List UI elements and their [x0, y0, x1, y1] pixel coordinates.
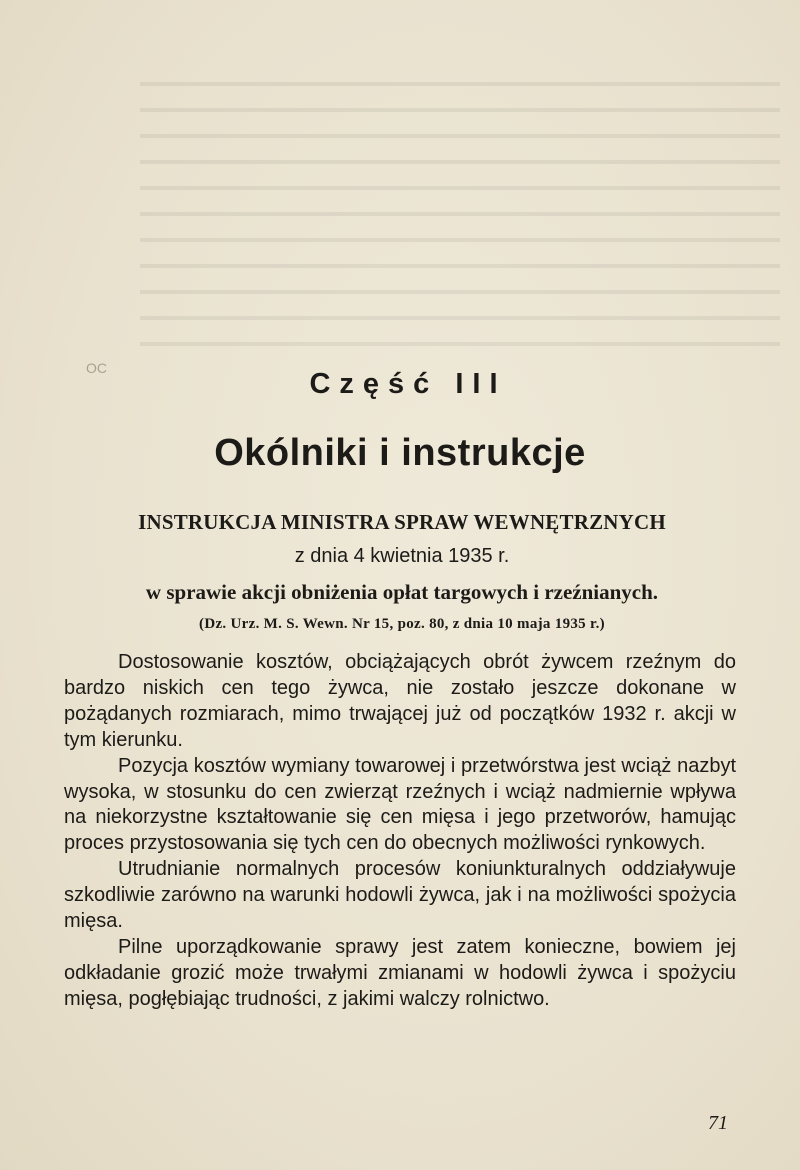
section-heading: Okólniki i instrukcje	[214, 432, 586, 474]
document-title: INSTRUKCJA MINISTRA SPRAW WEWNĘTRZNYCH	[138, 510, 666, 534]
show-through-texture	[140, 60, 780, 360]
part-heading: Część III	[309, 368, 507, 400]
document-reference: (Dz. Urz. M. S. Wewn. Nr 15, poz. 80, z dnia 10 maja 1935 r.)	[199, 616, 605, 632]
document-subject: w sprawie akcji obniżenia opłat targowych i rzeźnianych.	[145, 580, 659, 604]
paragraph: Dostosowanie kosztów, obciążających obrót żywcem rzeźnym do bardzo niskich cen tego żywca, nie zostało jeszcze dokonane w pożądanych rozmiarach, mimo trwającej już od początków 1932 r. akcji w tym kierunku.	[64, 651, 736, 751]
body-text	[64, 650, 736, 1013]
page-number: 71	[708, 1112, 728, 1134]
paragraph: Utrudnianie normalnych procesów koniunkturalnych oddziaływuje szkodliwie zarówno na warunki hodowli żywca, jak i na możliwości spożycia mięsa.	[64, 858, 736, 933]
paragraph: Pozycja kosztów wymiany towarowej i przetwórstwa jest wciąż nazbyt wysoka, w stosunku do cen zwierząt rzeźnych i wciąż nadmiernie wpływa na niekorzystne kształtowanie się cen mięsa i jego przetworów, hamując proces przystosowania się tych cen do obecnych możliwości rynkowych.	[64, 754, 736, 855]
paragraph: Pilne uporządkowanie sprawy jest zatem konieczne, bowiem jej odkładanie grozić może trwałymi zmianami w hodowli żywca i spożyciu mięsa, pogłębiając trudności, z jakimi walczy rolnictwo.	[64, 935, 736, 1010]
margin-mark: OC	[86, 360, 107, 376]
document-date: z dnia 4 kwietnia 1935 r.	[294, 545, 510, 567]
